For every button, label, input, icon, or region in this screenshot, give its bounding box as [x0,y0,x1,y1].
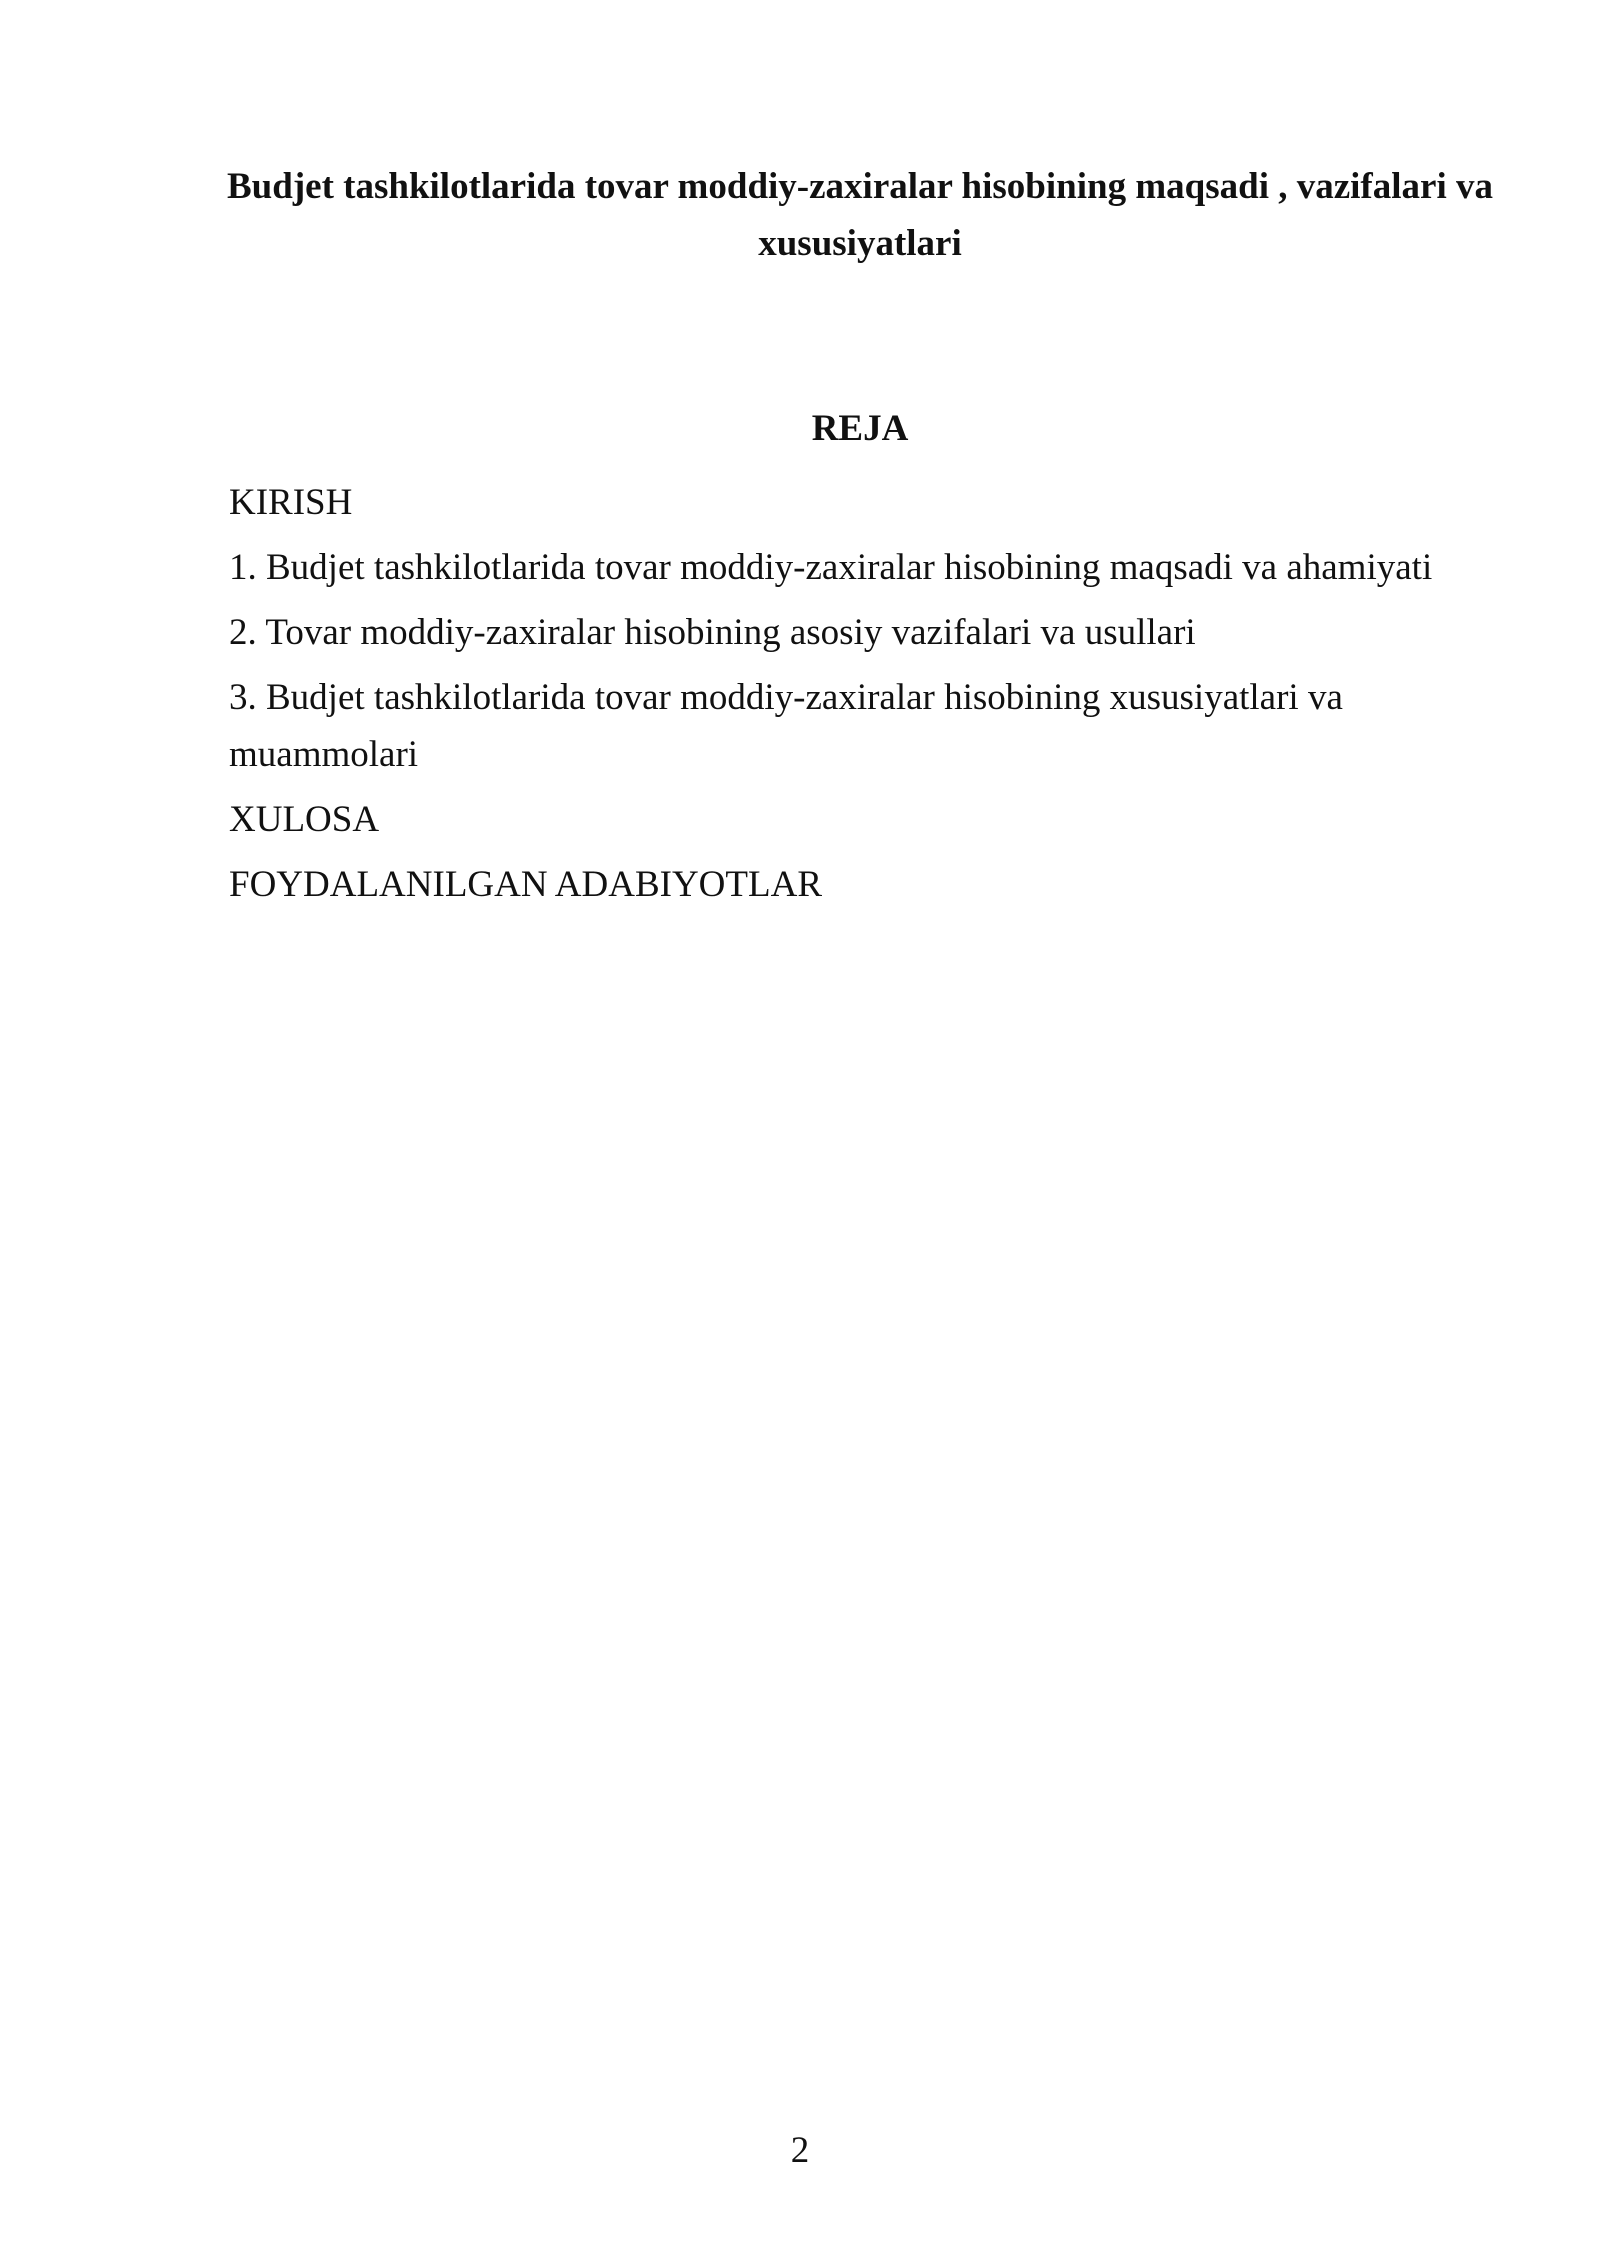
document-title: Budjet tashkilotlarida tovar moddiy-zaxiralar hisobining maqsadi , vazifalari va xususiyatlari [227,166,1493,264]
table-of-contents [229,474,1474,921]
toc-item-conclusion: XULOSA [229,799,380,840]
toc-item-section-1: 1. Budjet tashkilotlarida tovar moddiy-zaxiralar hisobining maqsadi va ahamiyati [229,547,1433,588]
toc-item-introduction: KIRISH [229,482,353,523]
plan-heading: REJA [811,408,909,449]
toc-item-section-2: 2. Tovar moddiy-zaxiralar hisobining asosiy vazifalari va usullari [229,612,1196,653]
page-number: 2 [790,2130,810,2171]
toc-item-references: FOYDALANILGAN ADABIYOTLAR [229,864,822,905]
toc-item-section-3: 3. Budjet tashkilotlarida tovar moddiy-zaxiralar hisobining xususiyatlari va muammolari [229,677,1343,775]
